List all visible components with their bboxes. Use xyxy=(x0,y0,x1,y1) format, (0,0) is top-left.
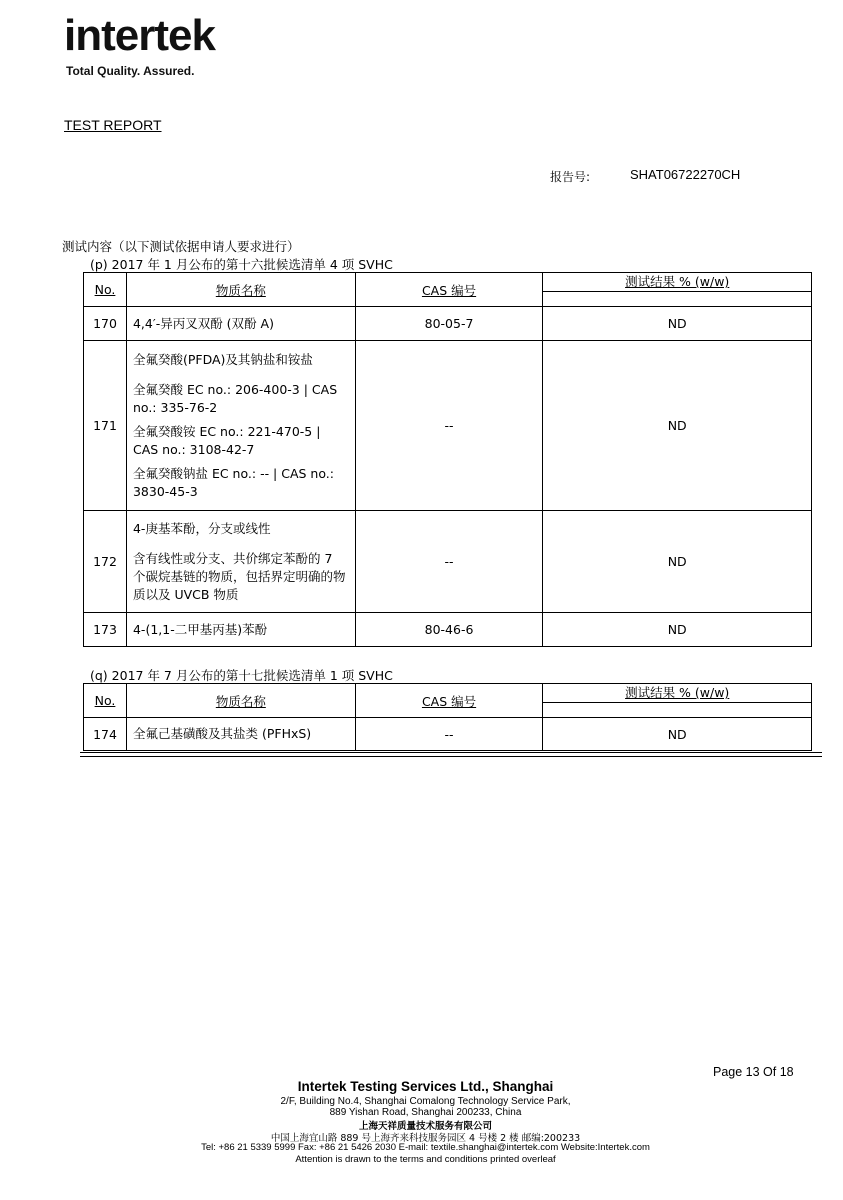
col-header-cas: CAS 编号 xyxy=(421,693,477,709)
logo-tagline: Total Quality. Assured. xyxy=(66,64,195,78)
substance-detail: 全氟癸酸 EC no.: 206-400-3 | CAS no.: 335-76-2 xyxy=(132,381,338,415)
row-no: 173 xyxy=(84,613,127,647)
cas-number: -- xyxy=(355,511,543,613)
report-number: SHAT06722270CH xyxy=(630,167,741,182)
footer-company-name: Intertek Testing Services Ltd., Shanghai xyxy=(297,1079,554,1094)
table-row xyxy=(84,613,812,647)
col-header-cas: CAS 编号 xyxy=(421,282,477,298)
table-row xyxy=(84,511,812,613)
table-row xyxy=(84,307,812,341)
section-caption-p: (p) 2017 年 1 月公布的第十六批候选清单 4 项 SVHC xyxy=(90,257,393,272)
end-of-table-double-rule xyxy=(80,752,822,757)
footer-address-cn: 中国上海宜山路 889 号上海齐来科技服务园区 4 号楼 2 楼 邮编:200233 xyxy=(270,1133,581,1144)
substance-name: 4-(1,1-二甲基丙基)苯酚 xyxy=(132,621,268,637)
row-no: 170 xyxy=(84,307,127,341)
table-row xyxy=(84,341,812,511)
footer-note: Attention is drawn to the terms and conditions printed overleaf xyxy=(295,1154,556,1165)
substance-name: 全氟己基磺酸及其盐类 (PFHxS) xyxy=(132,726,312,741)
footer-address-line-1: 2/F, Building No.4, Shanghai Comalong Technology Service Park, xyxy=(280,1096,571,1107)
row-no: 171 xyxy=(84,341,127,511)
substance-detail: 全氟癸酸铵 EC no.: 221-470-5 | CAS no.: 3108-42-7 xyxy=(132,423,321,457)
intertek-logo: intertek xyxy=(64,11,215,60)
footer-contact: Tel: +86 21 5339 5999 Fax: +86 21 5426 2030 E-mail: textile.shanghai@intertek.com Website:Intertek.com xyxy=(201,1142,650,1153)
cas-number: -- xyxy=(355,718,543,751)
report-number-label: 报告号: xyxy=(550,170,591,184)
test-result: ND xyxy=(543,511,812,613)
col-header-result: 测试结果 % (w/w) xyxy=(625,685,730,700)
report-title: TEST REPORT xyxy=(64,117,162,133)
section-caption-q: (q) 2017 年 7 月公布的第十七批候选清单 1 项 SVHC xyxy=(90,668,393,683)
col-header-substance: 物质名称 xyxy=(215,693,266,709)
row-no: 174 xyxy=(84,718,127,751)
substance-name: 全氟癸酸(PFDA)及其钠盐和铵盐 xyxy=(132,351,313,367)
svhc-table-p xyxy=(83,272,812,647)
test-result: ND xyxy=(543,718,812,751)
col-header-no: No. xyxy=(94,282,116,297)
table-header-row xyxy=(84,684,812,718)
svhc-table-q xyxy=(83,683,812,751)
table-header-row xyxy=(84,273,812,307)
footer-company-cn: 上海天祥质量技术服务有限公司 xyxy=(358,1121,492,1132)
footer-address-line-2: 889 Yishan Road, Shanghai 200233, China xyxy=(329,1107,522,1118)
test-result: ND xyxy=(543,613,812,647)
table-row xyxy=(84,718,812,751)
test-result: ND xyxy=(543,307,812,341)
cas-number: 80-05-7 xyxy=(355,307,543,341)
page-number: Page 13 Of 18 xyxy=(713,1065,794,1079)
col-header-substance: 物质名称 xyxy=(215,282,266,298)
row-no: 172 xyxy=(84,511,127,613)
col-header-result: 测试结果 % (w/w) xyxy=(625,274,730,289)
test-result: ND xyxy=(543,341,812,511)
test-content-intro: 测试内容（以下测试依据申请人要求进行） xyxy=(62,239,300,254)
cas-number: 80-46-6 xyxy=(355,613,543,647)
cas-number: -- xyxy=(355,341,543,511)
col-header-no: No. xyxy=(94,693,116,708)
substance-detail: 全氟癸酸钠盐 EC no.: -- | CAS no.: 3830-45-3 xyxy=(132,465,334,499)
substance-name: 4,4′-异丙叉双酚 (双酚 A) xyxy=(132,315,274,331)
substance-detail: 含有线性或分支、共价绑定苯酚的 7 个碳烷基链的物质，包括界定明确的物质以及 UVCB 物质 xyxy=(132,550,346,602)
substance-name: 4-庚基苯酚，分支或线性 xyxy=(132,520,271,536)
